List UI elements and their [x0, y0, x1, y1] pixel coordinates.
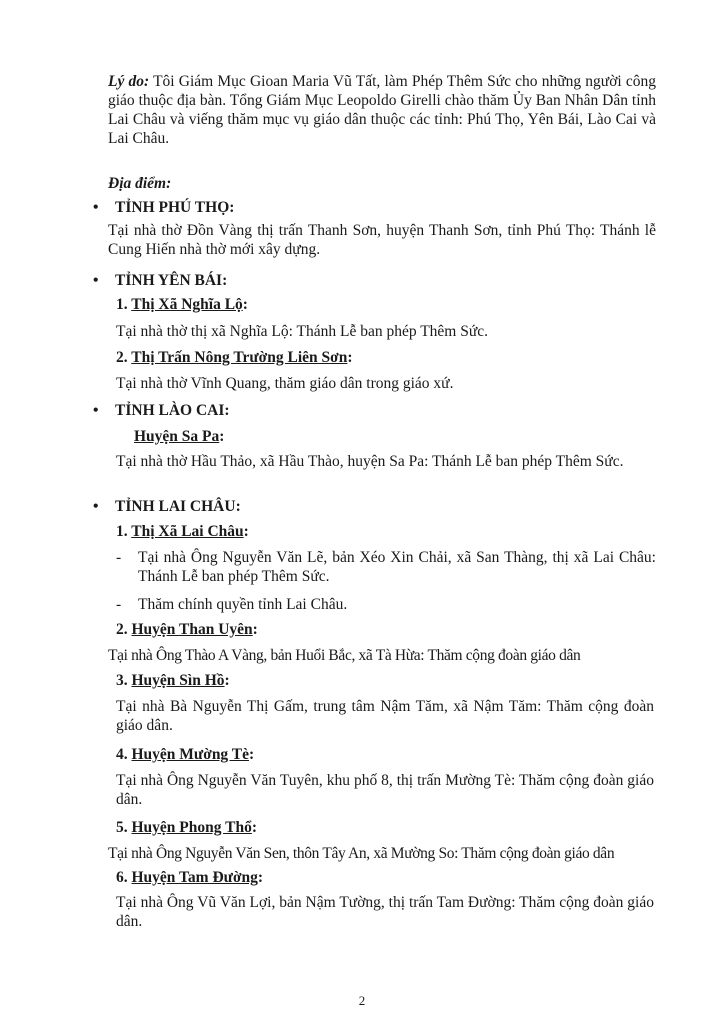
dash-marker: - — [116, 549, 122, 566]
lai-chau-item-1-heading — [116, 522, 249, 541]
yen-bai-item-2-heading — [116, 348, 353, 367]
item-number: 1. — [116, 523, 128, 540]
bullet-icon: • — [93, 272, 99, 289]
colon: : — [242, 296, 248, 313]
colon: : — [347, 349, 353, 366]
lai-chau-item-5-text: Tại nhà Ông Nguyễn Văn Sen, thôn Tây An, xã Mường So: Thăm cộng đoàn giáo dân — [108, 845, 615, 862]
line-text: Thăm chính quyền tỉnh Lai Châu. — [138, 596, 348, 613]
line-text: Tại nhà Ông Nguyễn Văn Lẽ, bản Xéo Xin Chải, xã San Thàng, thị xã Lai Châu: Thánh Lễ ban phép Thêm Sức. — [138, 549, 656, 585]
item-name: Huyện Than Uyên — [131, 621, 253, 638]
reason-paragraph — [108, 72, 656, 148]
item-number: 3. — [116, 672, 128, 689]
lai-chau-item-4-text: Tại nhà Ông Nguyễn Văn Tuyên, khu phố 8, thị trấn Mường Tè: Thăm cộng đoàn giáo dân. — [116, 772, 654, 808]
colon: : — [252, 621, 258, 638]
province-phu-tho-title: TỈNH PHÚ THỌ: — [115, 199, 235, 216]
item-number: 1. — [116, 296, 128, 313]
province-yen-bai-heading — [93, 271, 227, 290]
phu-tho-text: Tại nhà thờ Đồn Vàng thị trấn Thanh Sơn, huyện Thanh Sơn, tỉnh Phú Thọ: Thánh lễ Cung Hiến nhà thờ mới xây dựng. — [108, 222, 656, 258]
colon: : — [257, 869, 264, 886]
item-name: Huyện Mường Tè — [131, 746, 249, 763]
lai-chau-item-3-heading — [116, 671, 230, 690]
colon: : — [224, 672, 230, 689]
lai-chau-item-5-heading — [116, 818, 257, 837]
colon: : — [249, 746, 255, 763]
reason-text: Tôi Giám Mục Gioan Maria Vũ Tất, làm Phép Thêm Sức cho những người công giáo thuộc địa bàn. Tổng Giám Mục Leopoldo Girelli chào thăm Ủy Ban Nhân Dân tỉnh Lai Châu và viếng thăm mục vụ giáo dân thuộc các tỉnh: Phú Thọ, Yên Bái, Lào Cai và Lai Châu. — [108, 73, 656, 147]
item-number: 6. — [116, 869, 128, 886]
lai-chau-item-4-heading — [116, 745, 254, 764]
dash-marker: - — [116, 596, 122, 613]
page-number: 2 — [358, 993, 366, 1008]
lao-cai-district-heading — [134, 427, 224, 446]
bullet-icon: • — [93, 402, 99, 419]
bullet-icon: • — [93, 199, 99, 216]
lai-chau-item-6-text: Tại nhà Ông Vũ Văn Lợi, bản Nậm Tường, thị trấn Tam Đường: Thăm cộng đoàn giáo dân. — [116, 894, 654, 930]
colon: : — [243, 523, 249, 540]
province-lao-cai-title: TỈNH LÀO CAI: — [115, 402, 230, 419]
province-phu-tho-heading — [93, 198, 234, 217]
yen-bai-item-2-text: Tại nhà thờ Vĩnh Quang, thăm giáo dân trong giáo xứ. — [116, 375, 454, 392]
province-lai-chau-title: TỈNH LAI CHÂU: — [115, 498, 241, 515]
province-lai-chau-heading — [93, 497, 241, 516]
item-name: Huyện Tam Đường — [131, 869, 258, 886]
item-number: 5. — [116, 819, 128, 836]
lai-chau-item-2-text: Tại nhà Ông Thào A Vàng, bản Huổi Bắc, xã Tà Hừa: Thăm cộng đoàn giáo dân — [108, 647, 581, 664]
item-name: Huyện Sa Pa — [134, 428, 220, 445]
province-lao-cai-heading — [93, 401, 230, 420]
lai-chau-item-2-heading — [116, 620, 258, 639]
colon: : — [251, 819, 257, 836]
item-number: 2. — [116, 349, 128, 366]
bullet-icon: • — [93, 498, 99, 515]
item-name: Huyện Phong Thổ — [131, 819, 252, 836]
location-label: Địa điểm: — [108, 175, 172, 192]
province-yen-bai-title: TỈNH YÊN BÁI: — [115, 272, 228, 289]
item-name: Thị Xã Lai Châu — [131, 523, 244, 540]
item-number: 4. — [116, 746, 128, 763]
item-number: 2. — [116, 621, 128, 638]
yen-bai-item-1-heading — [116, 295, 248, 314]
lao-cai-text: Tại nhà thờ Hầu Thảo, xã Hầu Thào, huyện Sa Pa: Thánh Lễ ban phép Thêm Sức. — [116, 453, 624, 470]
reason-label: Lý do: — [108, 73, 150, 90]
lai-chau-item-6-heading — [116, 868, 263, 887]
item-name: Thị Xã Nghĩa Lộ — [131, 296, 243, 313]
item-name: Thị Trấn Nông Trường Liên Sơn — [131, 349, 348, 366]
lai-chau-item-3-text: Tại nhà Bà Nguyễn Thị Gấm, trung tâm Nậm Tăm, xã Nậm Tăm: Thăm cộng đoàn giáo dân. — [116, 698, 654, 734]
item-name: Huyện Sìn Hồ — [131, 672, 225, 689]
colon: : — [219, 428, 225, 445]
yen-bai-item-1-text: Tại nhà thờ thị xã Nghĩa Lộ: Thánh Lễ ban phép Thêm Sức. — [116, 323, 489, 340]
